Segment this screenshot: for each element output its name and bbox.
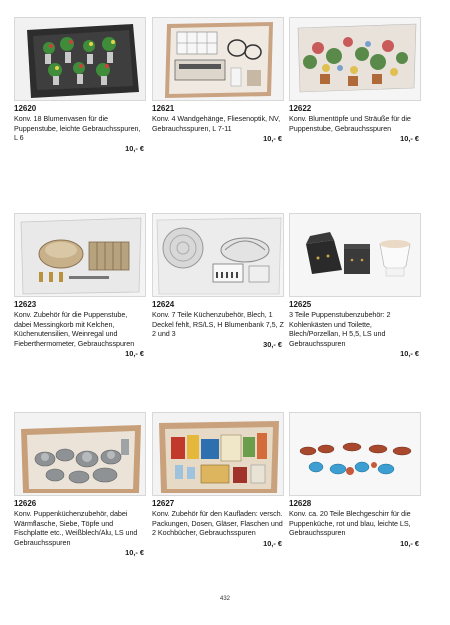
lot-description: Konv. Zubehör für den Kaufladen: versch. Packungen, Dosen, Gläser, Flaschen und 2 Kochbücher, Gebrauchsspuren — [152, 509, 283, 538]
lot-price: 10,- € — [400, 538, 419, 548]
lot-item — [14, 17, 146, 154]
lot-item — [289, 17, 421, 144]
lot-description: Konv. ca. 20 Teile Blechgeschirr für die Puppenküche, rot und blau, leichte LS, Gebrauchsspuren — [289, 509, 411, 538]
lot-number: 12627 — [152, 499, 175, 508]
lot-price: 30,- € — [263, 339, 282, 349]
lot-item — [14, 412, 146, 558]
photo-flower-pots — [289, 17, 421, 101]
photo-shop-goods — [152, 412, 284, 496]
lot-price: 10,- € — [263, 538, 282, 548]
lot-number: 12620 — [14, 104, 37, 113]
lot-price: 10,- € — [263, 134, 282, 144]
lot-item — [14, 213, 146, 359]
photo-wall-hangings — [152, 17, 284, 101]
lot-number: 12621 — [152, 104, 175, 113]
lot-price: 10,- € — [400, 134, 419, 144]
lot-item — [152, 17, 284, 144]
photo-coal-boxes — [289, 213, 421, 297]
lot-description: Konv. 18 Blumenvasen für die Puppenstube, leichte Gebrauchsspuren, L 6 — [14, 114, 141, 143]
lot-number: 12628 — [289, 499, 312, 508]
photo-tin-pots — [14, 412, 146, 496]
lot-item — [152, 213, 284, 350]
lot-description: Konv. 4 Wandgehänge, Fliesenoptik, NV, Gebrauchsspuren, L 7-11 — [152, 114, 281, 133]
lot-item — [152, 412, 284, 549]
lot-description: Konv. Blumentöpfe und Sträuße für die Puppenstube, Gebrauchsspuren — [289, 114, 411, 133]
photo-brass-basket — [14, 213, 146, 297]
photo-kitchen-tin — [152, 213, 284, 297]
lot-description: Konv. Puppenküchenzubehör, dabei Wärmflasche, Siebe, Töpfe und Fischplatte etc., Weißblech/Alu, LS und Gebrauchsspuren — [14, 509, 138, 547]
lot-price: 10,- € — [125, 548, 144, 558]
lot-description: Konv. 7 Teile Küchenzubehör, Blech, 1 Deckel fehlt, RS/LS, H Blumenbank 7,5, Z 2 und 3 — [152, 310, 284, 339]
lot-description: Konv. Zubehör für die Puppenstube, dabei Messingkorb mit Kelchen, Küchenutensilien, Weinregal und Fieberthermometer, Gebrauchsspuren — [14, 310, 135, 348]
lot-item — [289, 213, 421, 359]
lot-price: 10,- € — [125, 143, 144, 153]
lot-price: 10,- € — [400, 349, 419, 359]
lot-description: 3 Teile Puppenstubenzubehör: 2 Kohlenkästen und Toilette, Blech/Porzellan, H 5,5, LS und Gebrauchsspuren — [289, 310, 391, 348]
lot-item — [289, 412, 421, 549]
lot-number: 12622 — [289, 104, 312, 113]
page-number: 432 — [219, 596, 230, 602]
photo-red-blue-dishes — [289, 412, 421, 496]
photo-flower-vases — [14, 17, 146, 101]
lot-number: 12624 — [152, 300, 175, 309]
lot-number: 12623 — [14, 300, 37, 309]
lot-number: 12625 — [289, 300, 312, 309]
lot-price: 10,- € — [125, 349, 144, 359]
lot-number: 12626 — [14, 499, 37, 508]
